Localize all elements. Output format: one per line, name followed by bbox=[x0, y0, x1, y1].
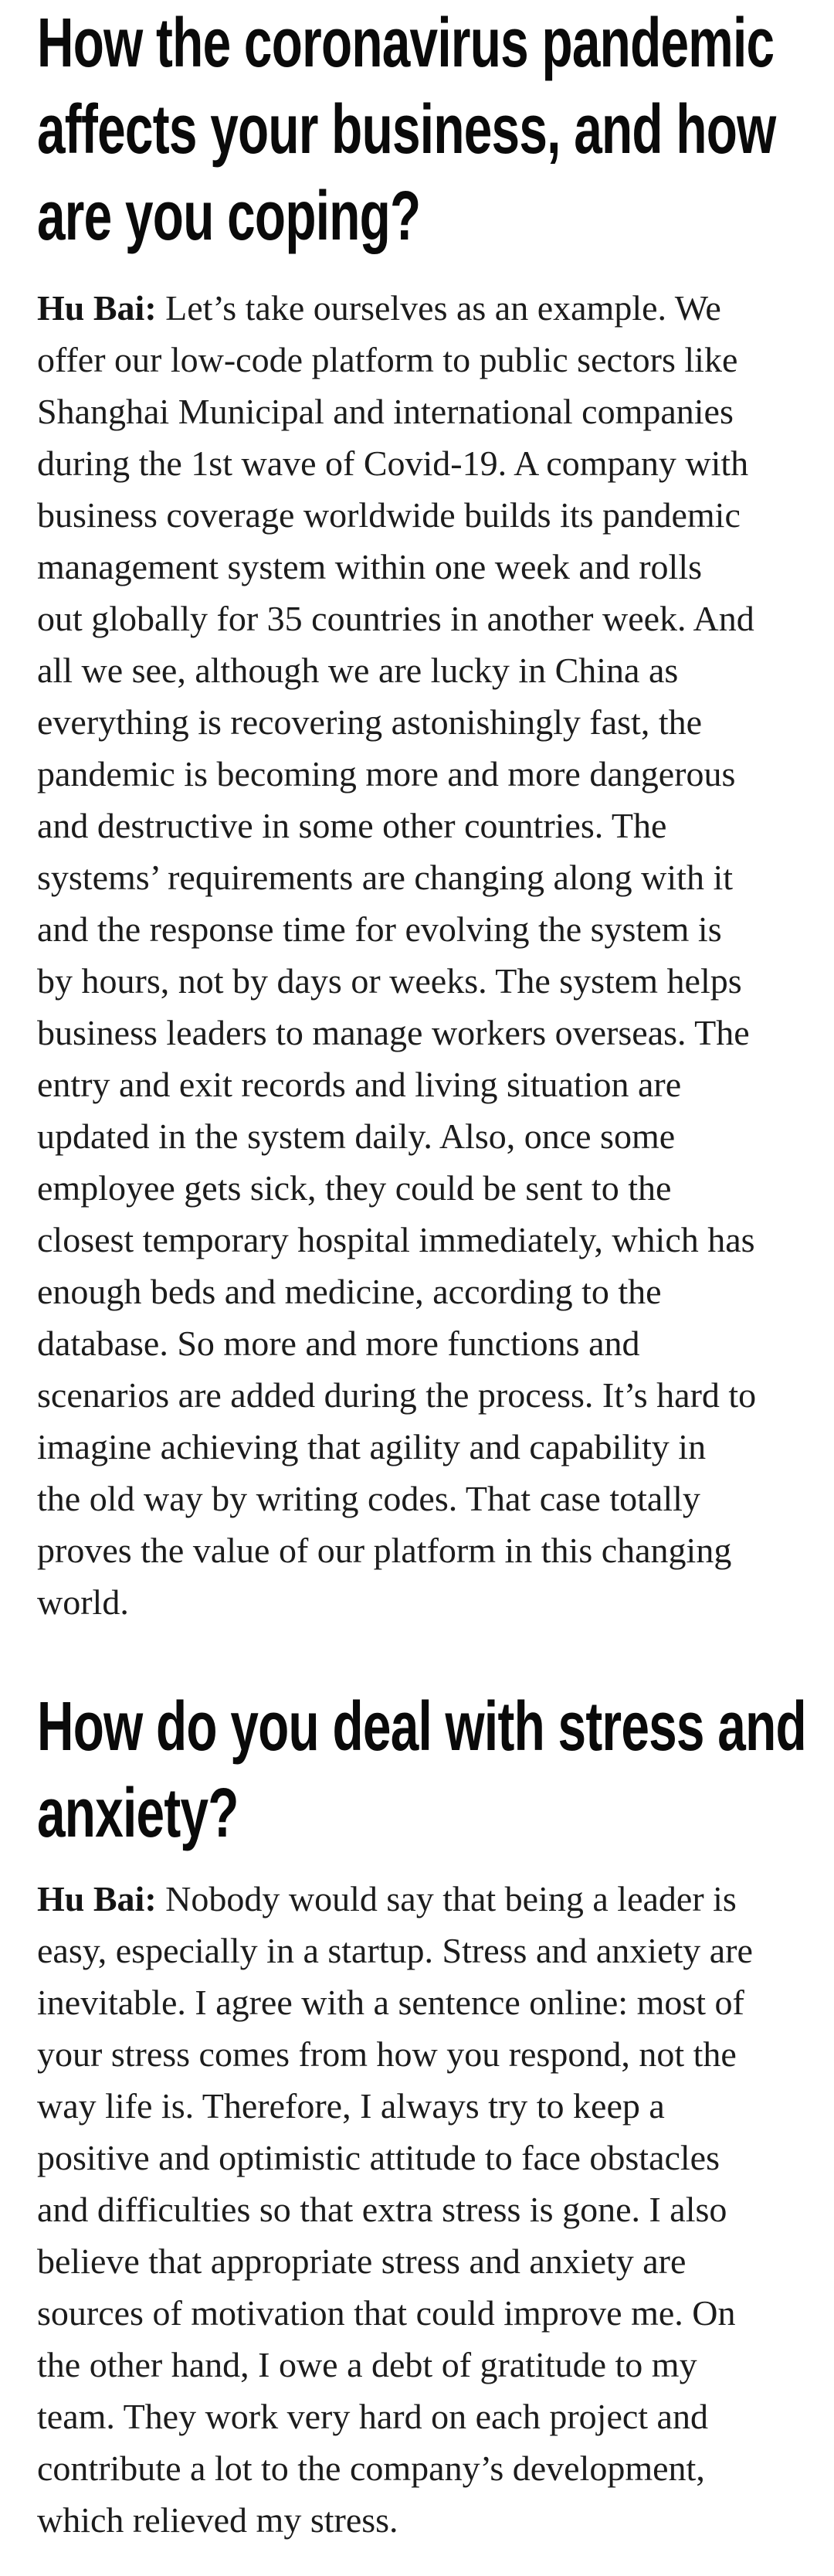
paragraph-line: contribute a lot to the company’s development, bbox=[37, 2449, 705, 2488]
paragraph-line: the other hand, I owe a debt of gratitude to my bbox=[37, 2345, 697, 2384]
paragraph-line: business leaders to manage workers overseas. The bbox=[37, 1013, 750, 1052]
paragraph-line: and destructive in some other countries. The bbox=[37, 806, 667, 845]
paragraph-line: and the response time for evolving the system is bbox=[37, 909, 722, 949]
paragraph-line: world. bbox=[37, 1582, 129, 1622]
paragraph-line: pandemic is becoming more and more dangerous bbox=[37, 754, 736, 794]
paragraph-line: the old way by writing codes. That case totally bbox=[37, 1479, 700, 1518]
paragraph-line: closest temporary hospital immediately, which has bbox=[37, 1220, 755, 1259]
paragraph-line bbox=[37, 282, 797, 334]
paragraph-line: out globally for 35 countries in another week. And bbox=[37, 599, 754, 638]
paragraph-line: easy, especially in a startup. Stress and anxiety are bbox=[37, 1931, 753, 1970]
paragraph-line: enough beds and medicine, according to the bbox=[37, 1272, 662, 1311]
paragraph-line: everything is recovering astonishingly fast, the bbox=[37, 702, 703, 742]
paragraph-line-text: Let’s take ourselves as an example. We bbox=[165, 288, 721, 328]
paragraph-line: sources of motivation that could improve me. On bbox=[37, 2293, 736, 2333]
paragraph-line: and difficulties so that extra stress is gone. I also bbox=[37, 2190, 727, 2229]
paragraph-line: way life is. Therefore, I always try to keep a bbox=[37, 2086, 665, 2126]
heading-line: How do you deal with stress and bbox=[37, 1688, 806, 1765]
paragraph-line: Shanghai Municipal and international companies bbox=[37, 392, 734, 431]
paragraph-line: offer our low-code platform to public sectors like bbox=[37, 340, 738, 379]
answer-paragraph bbox=[37, 1873, 797, 2546]
paragraph-line: believe that appropriate stress and anxiety are bbox=[37, 2241, 687, 2281]
paragraph-line: your stress comes from how you respond, not the bbox=[37, 2034, 737, 2074]
heading-line: are you coping? bbox=[37, 178, 421, 255]
paragraph-line: systems’ requirements are changing along with it bbox=[37, 858, 734, 897]
paragraph-line bbox=[37, 1873, 797, 1925]
speaker-name: Hu Bai: bbox=[37, 1879, 157, 1918]
paragraph-line: imagine achieving that agility and capability in bbox=[37, 1427, 707, 1466]
paragraph-line-text: Nobody would say that being a leader is bbox=[165, 1879, 737, 1918]
question-heading bbox=[37, 0, 797, 260]
paragraph-line: all we see, although we are lucky in China as bbox=[37, 651, 679, 690]
paragraph-line: team. They work very hard on each project and bbox=[37, 2397, 708, 2436]
heading-line: anxiety? bbox=[37, 1775, 239, 1852]
paragraph-line: inevitable. I agree with a sentence online: most of bbox=[37, 1983, 744, 2022]
answer-paragraph bbox=[37, 282, 797, 1628]
heading-line: affects your business, and how bbox=[37, 91, 776, 168]
question-heading bbox=[37, 1684, 806, 1857]
paragraph-line: management system within one week and rolls bbox=[37, 547, 703, 586]
paragraph-line: business coverage worldwide builds its pandemic bbox=[37, 495, 741, 535]
paragraph-line: which relieved my stress. bbox=[37, 2500, 398, 2540]
speaker-name: Hu Bai: bbox=[37, 288, 157, 328]
heading-line: How the coronavirus pandemic bbox=[37, 5, 775, 82]
paragraph-line: employee gets sick, they could be sent to the bbox=[37, 1168, 672, 1208]
paragraph-line: proves the value of our platform in this changing bbox=[37, 1531, 732, 1570]
paragraph-line: during the 1st wave of Covid-19. A company with bbox=[37, 443, 749, 483]
paragraph-line: database. So more and more functions and bbox=[37, 1324, 640, 1363]
paragraph-line: by hours, not by days or weeks. The system helps bbox=[37, 961, 742, 1001]
paragraph-line: scenarios are added during the process. It’s hard to bbox=[37, 1375, 757, 1415]
paragraph-line: entry and exit records and living situation are bbox=[37, 1065, 682, 1104]
paragraph-line: updated in the system daily. Also, once some bbox=[37, 1116, 676, 1156]
paragraph-line: positive and optimistic attitude to face obstacles bbox=[37, 2138, 720, 2177]
